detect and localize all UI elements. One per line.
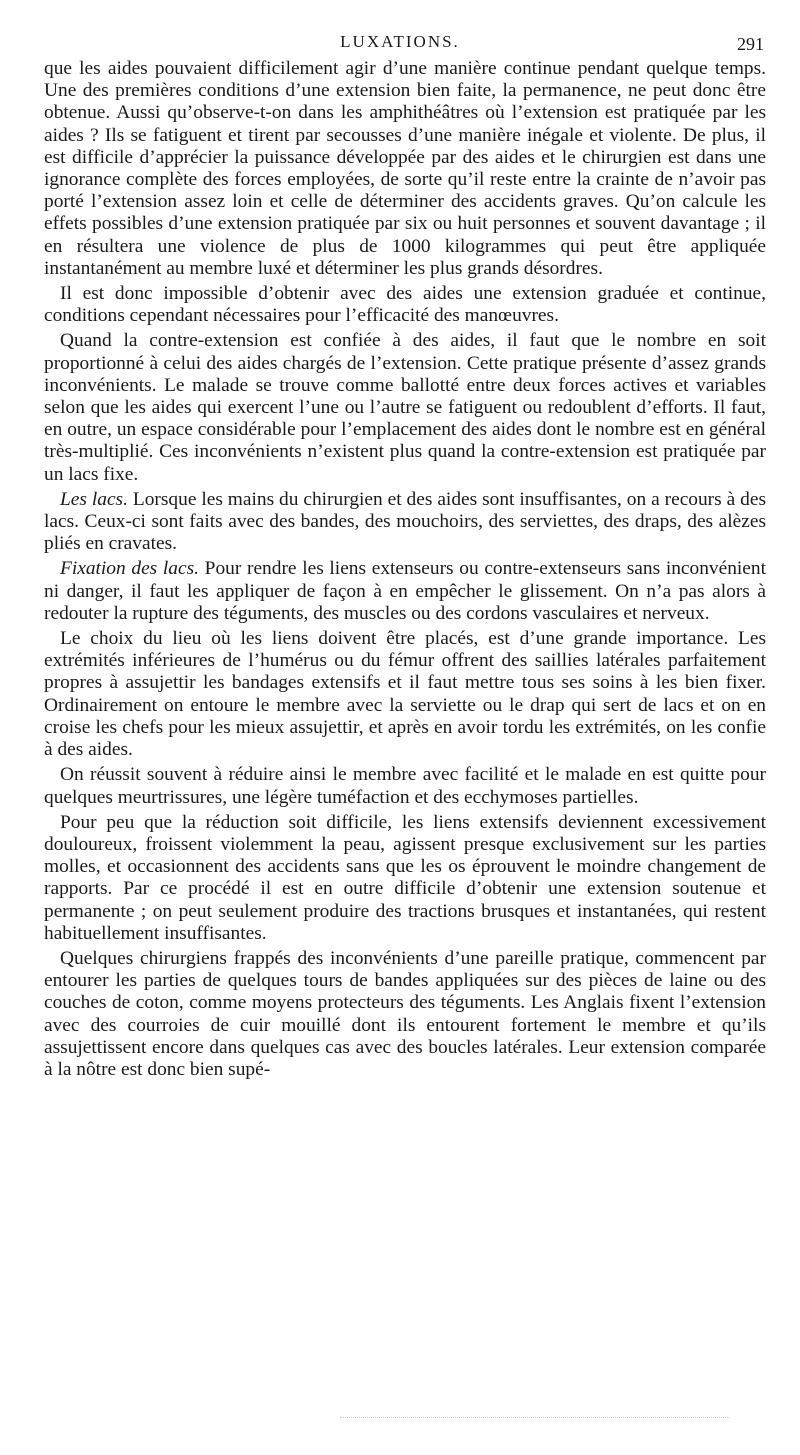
footer-rule [340,1417,730,1418]
paragraph-8 [44,812,766,945]
paragraph-3-text: Quand la contre-extension est confiée à des aides, il faut que le nombre en soit proportionné à celui des aides chargés de l’extension. Cette pratique présente d’assez grands inconvénients. Le malade se trouve comme ballotté entre deux forces actives et variables selon que les aides qui exercent l’une ou l’autre se fatiguent ou redoublent d’efforts. Il faut, en outre, un espace considérable pour l’emplacement des aides dont le nombre est en général très-multiplié. Ces inconvénients n’existent plus quand la contre-extension est pratiquée par un lacs fixe. [44,330,766,485]
paragraph-9 [44,948,766,1081]
paragraph-5-text: Pour rendre les liens extenseurs ou contre-extenseurs sans inconvénient ni danger, il faut les appliquer de façon à en empêcher le glissement. On n’a pas alors à redouter la rupture des téguments, des muscles ou des cordons vasculaires et nerveux. [44,558,766,624]
running-head [0,30,800,54]
paragraph-5-lead: Fixation des lacs. [60,558,199,580]
paragraph-3 [44,330,766,485]
paragraph-6 [44,628,766,761]
paragraph-5 [44,558,766,625]
running-title: LUXATIONS. [340,32,460,51]
paragraph-1-text: que les aides pouvaient difficilement agir d’une manière continue pendant quelque temps. Une des premières conditions d’une extension bien faite, la permanence, ne peut donc être obtenue. Aussi qu’observe-t-on dans les amphithéâtres où l’extension est pratiquée par les aides ? Ils se fatiguent et tirent par secousses d’une manière inégale et violente. De plus, il est difficile d’apprécier la puissance développée par des aides et le chirurgien est dans une ignorance complète des forces employées, de sorte qu’il reste entre la crainte de n’avoir pas porté l’extension assez loin et celle de déterminer des accidents graves. Qu’on calcule les effets possibles d’une extension pratiquée par six ou huit personnes et souvent davantage ; il en résultera une violence de plus de 1000 kilogrammes qui peut être appliquée instantanément au membre luxé et déterminer les plus grands désordres. [44,58,766,279]
paragraph-1 [44,58,766,280]
paragraph-9-text: Quelques chirurgiens frappés des inconvénients d’une pareille pratique, commencent par entourer les parties de quelques tours de bandes appliquées sur des pièces de laine ou des couches de coton, comme moyens protecteurs des téguments. Les Anglais fixent l’extension avec des courroies de cuir mouillé dont ils entourent fortement le membre et qu’ils assujettissent encore dans quelques cas avec des boucles latérales. Leur extension comparée à la nôtre est donc bien supé- [44,947,766,1080]
paragraph-2-text: Il est donc impossible d’obtenir avec des aides une extension graduée et continue, conditions cependant nécessaires pour l’efficacité des manœuvres. [44,283,766,327]
page-number: 291 [737,34,764,54]
body-text [44,58,766,1084]
paragraph-4-text: Lorsque les mains du chirurgien et des aides sont insuffisantes, on a recours à des lacs. Ceux-ci sont faits avec des bandes, des mouchoirs, des serviettes, des draps, des alèzes pliés en cravates. [44,488,766,555]
paragraph-7-text: On réussit souvent à réduire ainsi le membre avec facilité et le malade en est quitte pour quelques meurtrissures, une légère tuméfaction et des ecchymoses partielles. [44,764,766,808]
paragraph-4-lead: Les lacs. [60,488,128,510]
paragraph-2 [44,283,766,327]
paragraph-4 [44,489,766,556]
paragraph-8-text: Pour peu que la réduction soit difficile, les liens extensifs deviennent excessivement douloureux, froissent violemment la peau, agissent presque exclusivement sur les parties molles, et occasionnent des accidents sans que les os éprouvent le moindre changement de rapports. Par ce procédé il est en outre difficile d’obtenir une extension soutenue et permanente ; on peut seulement produire des tractions brusques et instantanées, qui restent habituellement insuffisantes. [44,811,766,944]
paragraph-7 [44,764,766,808]
paragraph-6-text: Le choix du lieu où les liens doivent être placés, est d’une grande importance. Les extrémités inférieures de l’humérus ou du fémur offrent des saillies latérales parfaitement propres à assujettir les bandages extensifs et il faut mettre tous ses soins à les bien fixer. Ordinairement on entoure le membre avec la serviette ou le drap qui sert de lacs et on en croise les chefs pour les mieux assujettir, et après en avoir tordu les extrémités, on les confie à des aides. [44,628,766,761]
